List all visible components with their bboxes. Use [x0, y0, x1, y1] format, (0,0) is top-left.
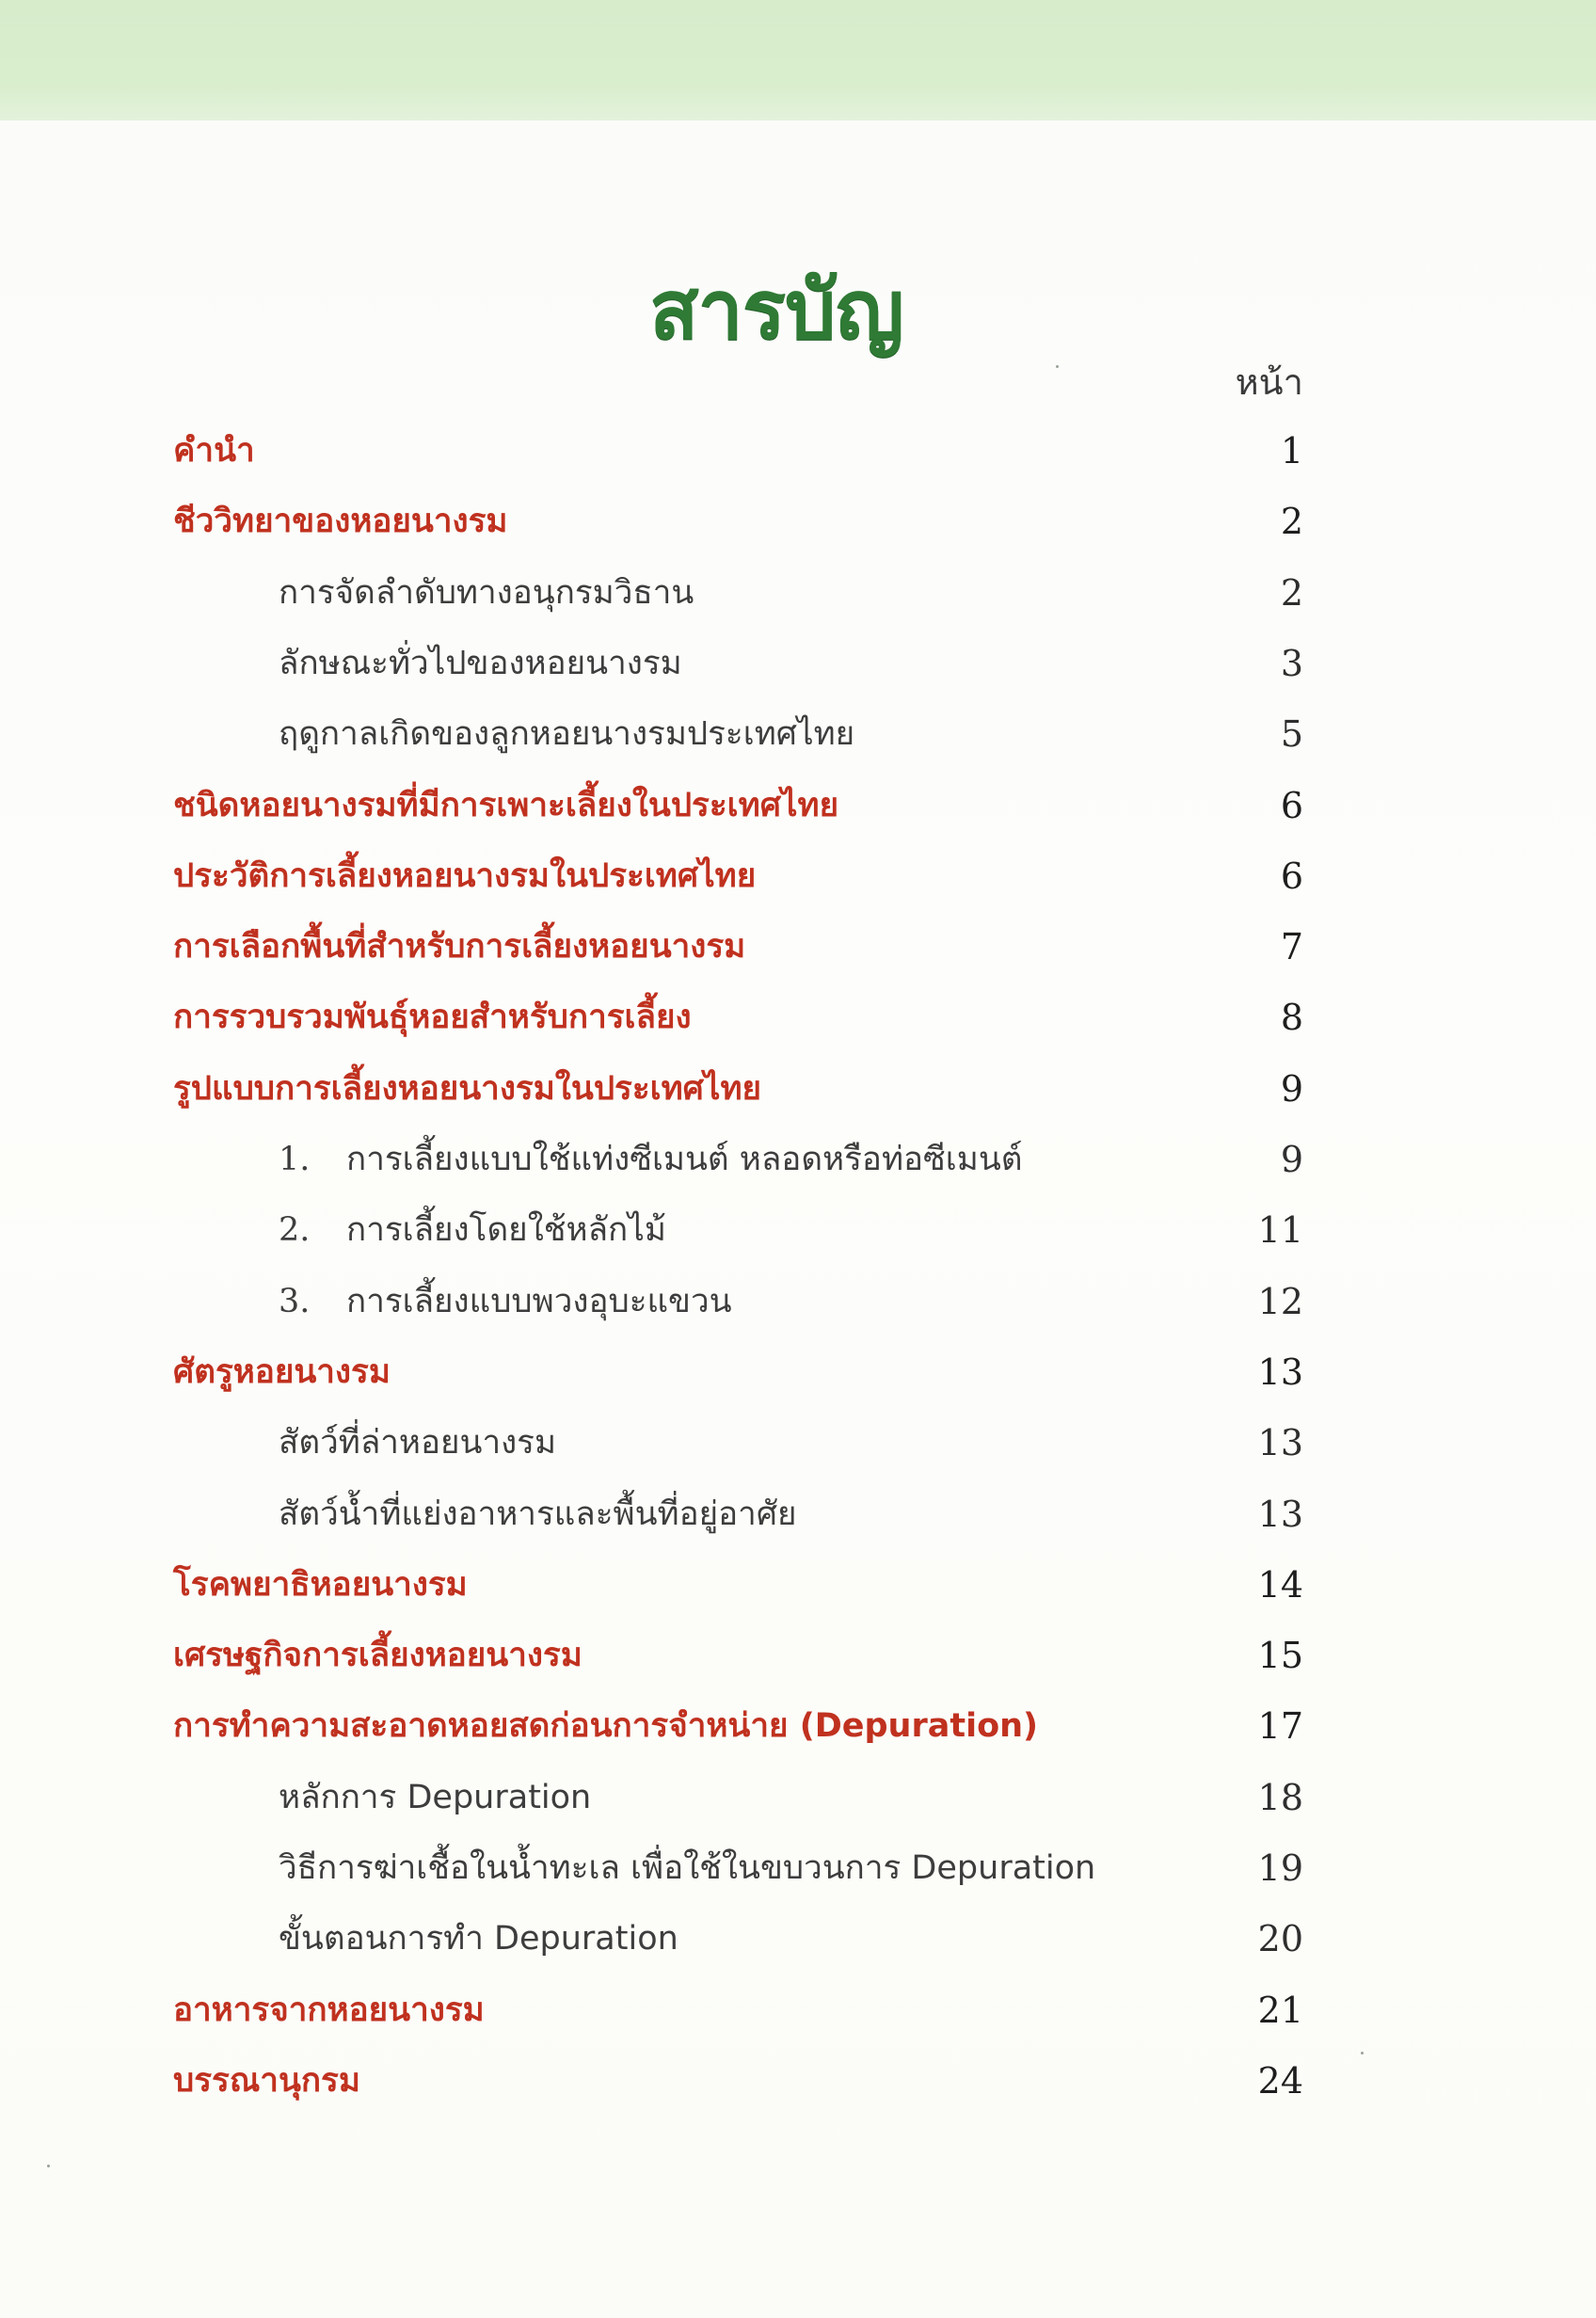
toc-entry-title: รูปแบบการเลี้ยงหอยนางรมในประเทศไทย: [173, 1070, 762, 1108]
toc-entry-title: ลักษณะทั่วไปของหอยนางรม: [279, 645, 682, 682]
toc-entry-title: วิธีการฆ่าเชื้อในน้ำทะเล เพื่อใช้ในขบวนการ Depuration: [279, 1849, 1096, 1887]
toc-page-number: 13: [1257, 1351, 1303, 1393]
toc-page-number: 24: [1257, 2060, 1303, 2102]
toc-chapter-entry[interactable]: [0, 918, 1596, 976]
toc-chapter-entry[interactable]: [0, 492, 1596, 551]
toc-section-entry[interactable]: [0, 1130, 1596, 1189]
toc-entry-text: การเลี้ยงโดยใช้หลักไม้: [346, 1211, 666, 1249]
toc-section-entry[interactable]: [0, 1485, 1596, 1543]
toc-entry-text: การเลี้ยงแบบใช้แท่งซีเมนต์ หลอดหรือท่อซีเมนต์: [346, 1141, 1023, 1178]
toc-page-number: 7: [1280, 926, 1303, 967]
toc-page-number: 1: [1280, 430, 1303, 472]
toc-entry-title: ขั้นตอนการทำ Depuration: [279, 1920, 678, 1958]
toc-entry-number: 3.: [279, 1283, 311, 1320]
toc-entry-title: สัตว์ที่ล่าหอยนางรม: [279, 1424, 557, 1462]
toc-entry-title: การทำความสะอาดหอยสดก่อนการจำหน่าย (Depuration): [173, 1707, 1039, 1745]
toc-section-entry[interactable]: [0, 1414, 1596, 1472]
toc-entry-text: การเลี้ยงแบบพวงอุบะแขวน: [346, 1283, 732, 1320]
toc-entry-title: [279, 1201, 666, 1259]
toc-entry-title: บรรณานุกรม: [173, 2062, 360, 2100]
toc-page-number: 13: [1257, 1422, 1303, 1463]
toc-page-number: 2: [1280, 501, 1303, 542]
toc-entry-title: หลักการ Depuration: [279, 1779, 592, 1816]
toc-chapter-entry[interactable]: [0, 847, 1596, 905]
toc-page-number: 20: [1257, 1918, 1303, 1959]
toc-chapter-entry[interactable]: [0, 1060, 1596, 1118]
toc-entry-title: การเลือกพื้นที่สำหรับการเลี้ยงหอยนางรม: [173, 928, 746, 966]
toc-chapter-entry[interactable]: [0, 1697, 1596, 1755]
toc-chapter-entry[interactable]: [0, 1626, 1596, 1685]
page-number-column-header: หน้า: [1235, 361, 1303, 403]
toc-page-number: 21: [1257, 1990, 1303, 2031]
toc-entry-title: ประวัติการเลี้ยงหอยนางรมในประเทศไทย: [173, 857, 757, 895]
toc-section-entry[interactable]: [0, 1768, 1596, 1827]
toc-page-number: 9: [1280, 1139, 1303, 1180]
toc-entry-title: ฤดูกาลเกิดของลูกหอยนางรมประเทศไทย: [279, 715, 855, 753]
toc-entry-title: เศรษฐกิจการเลี้ยงหอยนางรม: [173, 1637, 583, 1674]
toc-entry-title: [279, 1130, 1022, 1189]
toc-entry-title: คำนำ: [173, 432, 255, 470]
toc-page-number: 14: [1257, 1564, 1303, 1606]
toc-chapter-entry[interactable]: [0, 1556, 1596, 1614]
toc-page-number: 18: [1257, 1777, 1303, 1818]
toc-entry-title: สัตว์น้ำที่แย่งอาหารและพื้นที่อยู่อาศัย: [279, 1495, 797, 1533]
toc-chapter-entry[interactable]: [0, 2052, 1596, 2110]
toc-section-entry[interactable]: [0, 634, 1596, 693]
toc-page-number: 3: [1280, 643, 1303, 684]
toc-page-number: 6: [1280, 855, 1303, 897]
top-color-band: [0, 0, 1596, 120]
toc-section-entry[interactable]: [0, 1201, 1596, 1259]
toc-entry-title: [279, 1272, 732, 1331]
toc-page-number: 19: [1257, 1847, 1303, 1889]
toc-section-entry[interactable]: [0, 1839, 1596, 1897]
toc-page-number: 15: [1257, 1635, 1303, 1676]
toc-entry-title: ชนิดหอยนางรมที่มีการเพาะเลี้ยงในประเทศไทย: [173, 787, 839, 824]
paper-speck: [1361, 2052, 1364, 2054]
toc-chapter-entry[interactable]: [0, 776, 1596, 835]
toc-page-number: 2: [1280, 572, 1303, 614]
toc-chapter-entry[interactable]: [0, 422, 1596, 480]
paper-speck: [47, 2165, 50, 2167]
toc-section-entry[interactable]: [0, 1272, 1596, 1331]
toc-chapter-entry[interactable]: [0, 1343, 1596, 1401]
toc-chapter-entry[interactable]: [0, 1981, 1596, 2039]
toc-page-number: 11: [1257, 1209, 1303, 1251]
toc-entry-title: อาหารจากหอยนางรม: [173, 1991, 485, 2029]
toc-page-number: 13: [1257, 1494, 1303, 1535]
toc-entry-title: ชีววิทยาของหอยนางรม: [173, 503, 508, 540]
toc-entry-title: การจัดลำดับทางอนุกรมวิธาน: [279, 574, 694, 612]
toc-page-number: 5: [1280, 713, 1303, 755]
toc-entry-title: การรวบรวมพันธุ์หอยสำหรับการเลี้ยง: [173, 999, 692, 1036]
paper-speck: [1056, 365, 1059, 368]
toc-page-number: 17: [1257, 1705, 1303, 1747]
toc-chapter-entry[interactable]: [0, 988, 1596, 1047]
toc-entry-number: 2.: [279, 1211, 311, 1249]
toc-page-number: 6: [1280, 785, 1303, 826]
page-title: สารบัญ: [649, 263, 903, 358]
toc-section-entry[interactable]: [0, 1910, 1596, 1968]
toc-section-entry[interactable]: [0, 705, 1596, 763]
toc-entry-title: ศัตรูหอยนางรม: [173, 1353, 391, 1391]
toc-page-number: 8: [1280, 997, 1303, 1038]
toc-page-number: 12: [1257, 1281, 1303, 1322]
toc-entry-title: โรคพยาธิหอยนางรม: [173, 1566, 468, 1604]
toc-page-number: 9: [1280, 1068, 1303, 1110]
toc-section-entry[interactable]: [0, 564, 1596, 622]
toc-entry-number: 1.: [279, 1141, 311, 1178]
